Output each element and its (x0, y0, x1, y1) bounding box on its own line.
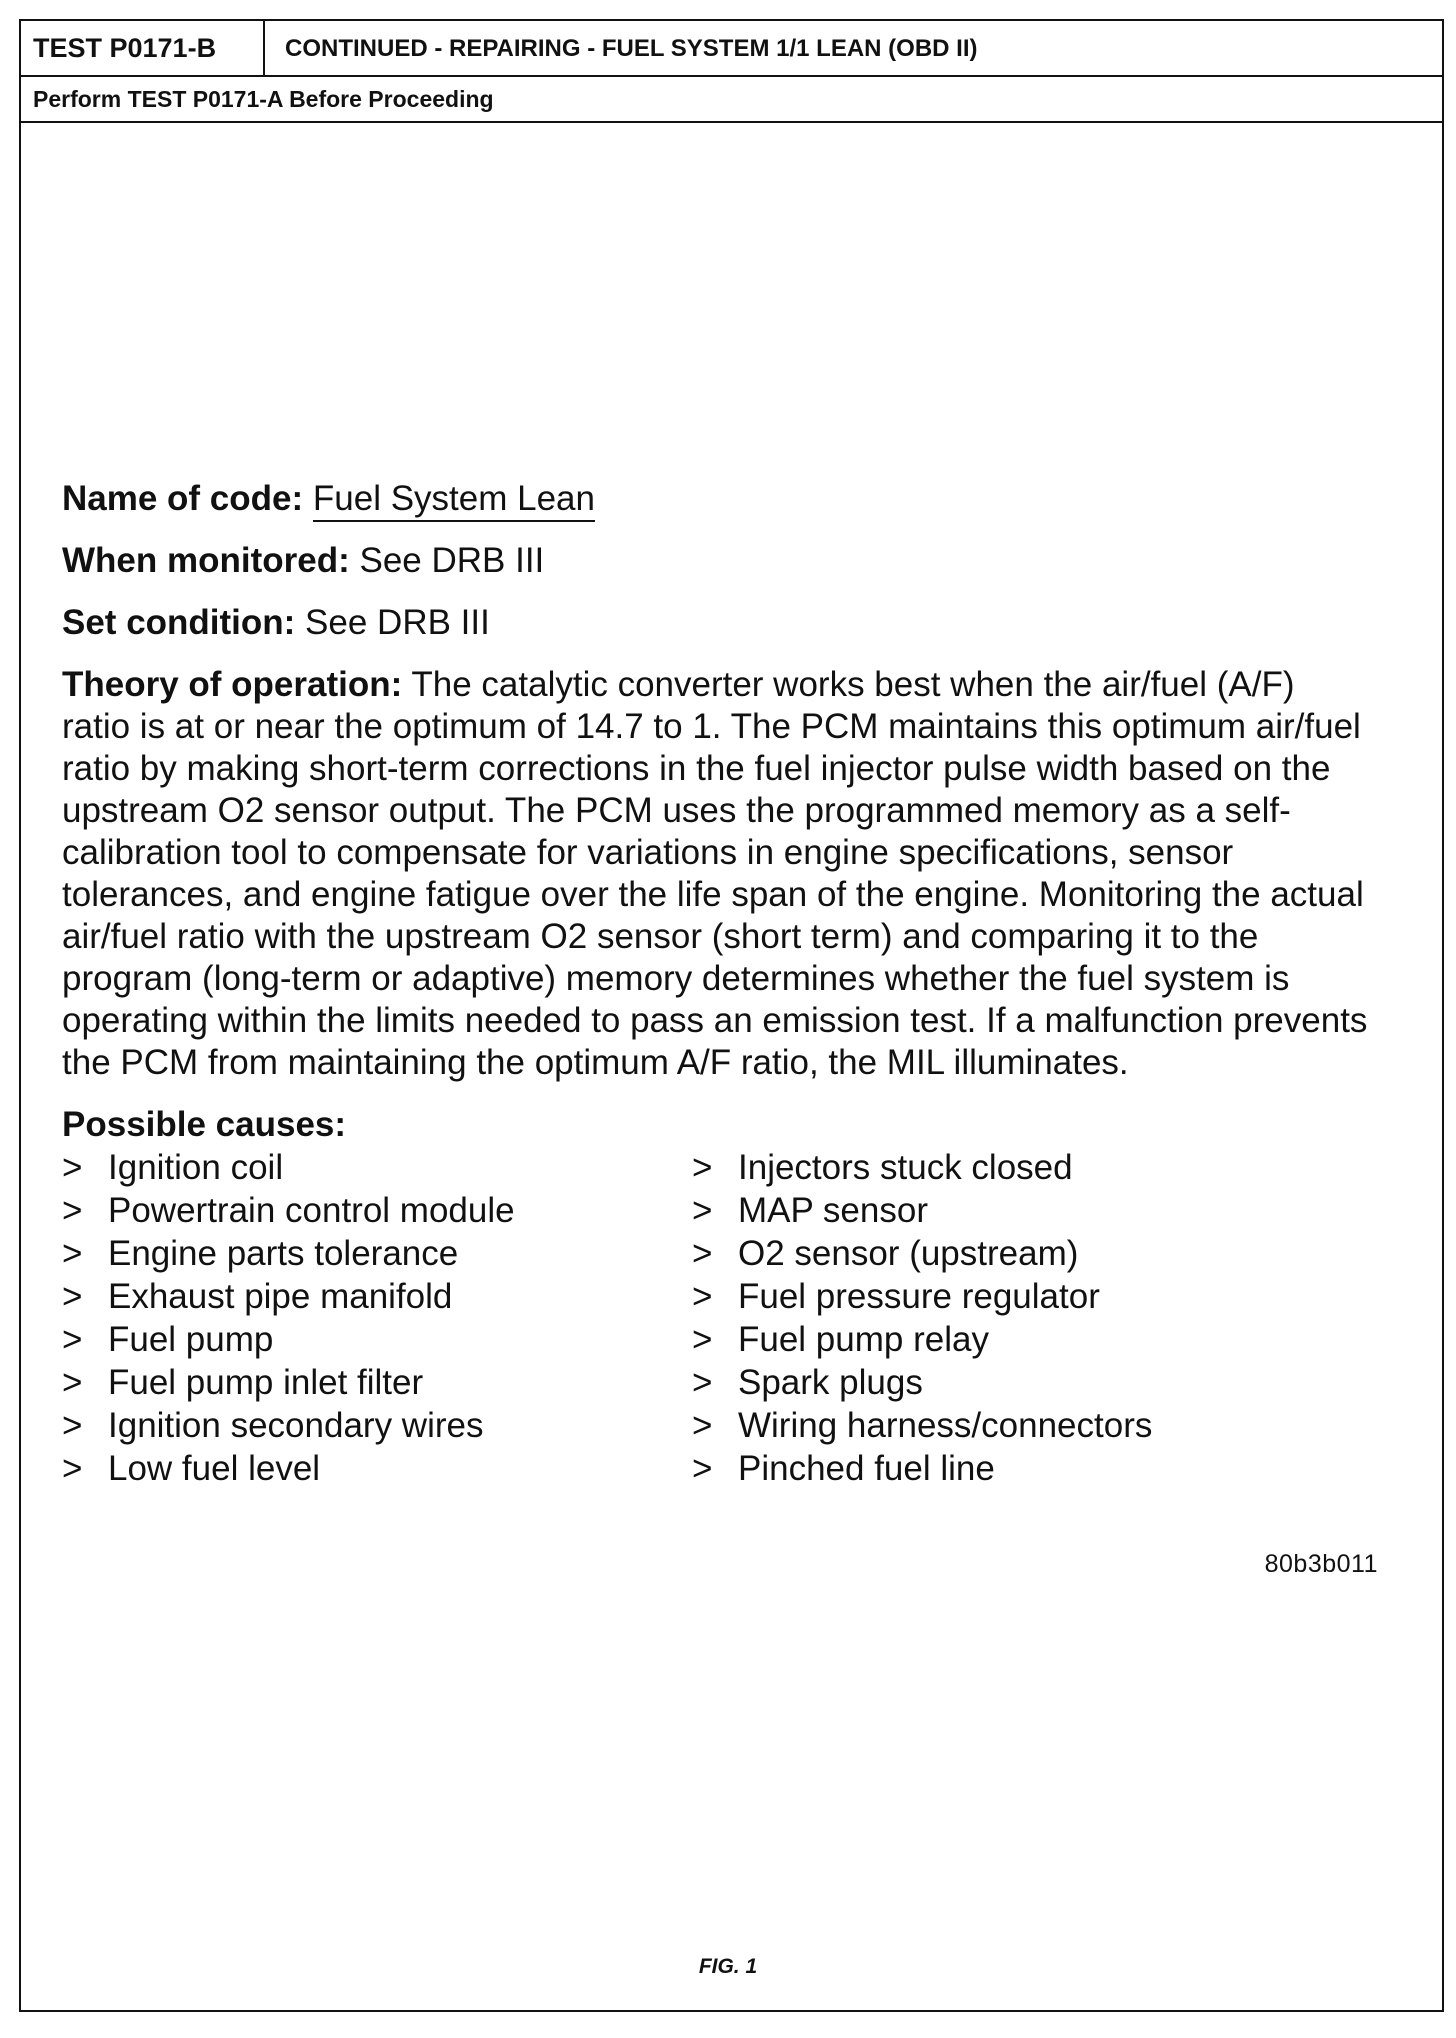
figure-code: 80b3b011 (1264, 1550, 1378, 1578)
cause-text: Low fuel level (108, 1449, 321, 1488)
cause-marker: > (62, 1191, 83, 1230)
cause-text: Fuel pressure regulator (738, 1277, 1100, 1316)
cause-text: Powertrain control module (108, 1191, 515, 1230)
cause-marker: > (62, 1363, 83, 1402)
cause-text: Fuel pump (108, 1320, 274, 1359)
cause-item (62, 1318, 692, 1361)
possible-causes-heading: Possible causes: (62, 1105, 347, 1144)
set-condition-value: See DRB III (305, 603, 490, 642)
cause-text: O2 sensor (upstream) (738, 1234, 1079, 1273)
cause-item (692, 1404, 1332, 1447)
cause-marker: > (692, 1191, 713, 1230)
possible-causes-list (62, 1146, 1372, 1490)
cause-item (692, 1361, 1332, 1404)
header-row (21, 21, 1442, 77)
cause-item (692, 1146, 1332, 1189)
cause-marker: > (62, 1320, 83, 1359)
name-of-code (62, 478, 1372, 520)
cause-text: Exhaust pipe manifold (108, 1277, 453, 1316)
cause-item (62, 1275, 692, 1318)
cause-marker: > (62, 1234, 83, 1273)
cause-text: Wiring harness/connectors (738, 1406, 1153, 1445)
cause-text: Ignition secondary wires (108, 1406, 484, 1445)
cause-item (692, 1232, 1332, 1275)
cause-marker: > (692, 1363, 713, 1402)
cause-text: Ignition coil (108, 1148, 284, 1187)
name-of-code-label: Name of code: (62, 479, 304, 518)
cause-marker: > (62, 1148, 83, 1187)
when-monitored (62, 540, 1372, 582)
when-monitored-label: When monitored: (62, 541, 350, 580)
set-condition-label: Set condition: (62, 603, 296, 642)
cause-marker: > (692, 1148, 713, 1187)
cause-text: Engine parts tolerance (108, 1234, 459, 1273)
theory-of-operation (62, 664, 1372, 1084)
cause-item (62, 1404, 692, 1447)
cause-marker: > (692, 1234, 713, 1273)
cause-item (692, 1318, 1332, 1361)
cause-text: Spark plugs (738, 1363, 923, 1402)
cause-text: MAP sensor (738, 1191, 928, 1230)
test-id: TEST P0171-B (21, 21, 265, 75)
cause-marker: > (692, 1320, 713, 1359)
when-monitored-value: See DRB III (359, 541, 545, 580)
cause-marker: > (62, 1449, 83, 1488)
cause-item (62, 1447, 692, 1490)
cause-item (692, 1447, 1332, 1490)
prerequisite-note: Perform TEST P0171-A Before Proceeding (21, 77, 1442, 123)
cause-item (62, 1232, 692, 1275)
cause-marker: > (692, 1449, 713, 1488)
cause-item (692, 1189, 1332, 1232)
cause-text: Fuel pump inlet filter (108, 1363, 424, 1402)
cause-item (62, 1361, 692, 1404)
cause-text: Fuel pump relay (738, 1320, 989, 1359)
set-condition (62, 602, 1372, 644)
cause-item (62, 1189, 692, 1232)
cause-marker: > (692, 1277, 713, 1316)
cause-item (692, 1275, 1332, 1318)
name-of-code-value: Fuel System Lean (313, 479, 595, 522)
theory-label: Theory of operation: (62, 665, 403, 704)
cause-marker: > (62, 1277, 83, 1316)
test-title: CONTINUED - REPAIRING - FUEL SYSTEM 1/1 LEAN (OBD II) (285, 35, 978, 62)
cause-marker: > (62, 1406, 83, 1445)
figure-label: FIG. 1 (698, 1955, 758, 1978)
cause-item (62, 1146, 692, 1189)
cause-text: Injectors stuck closed (738, 1148, 1073, 1187)
theory-text: The catalytic converter works best when the air/fuel (A/F) ratio is at or near the optimum of 14.7 to 1. The PCM maintains this optimum air/fuel ratio by making short-term corrections in the fuel injector pulse width based on the upstream O2 sensor output. The PCM uses the programmed memory as a self-calibration tool to compensate for variations in engine specifications, sensor tolerances, and engine fatigue over the life span of the engine. Monitoring the actual air/fuel ratio with the upstream O2 sensor (short term) and comparing it to the program (long-term or adaptive) memory determines whether the fuel system is operating within the limits needed to pass an emission test. If a malfunction prevents the PCM from maintaining the optimum A/F ratio, the MIL illuminates. (62, 665, 1368, 1082)
code-description (62, 478, 1372, 1490)
cause-text: Pinched fuel line (738, 1449, 995, 1488)
cause-marker: > (692, 1406, 713, 1445)
